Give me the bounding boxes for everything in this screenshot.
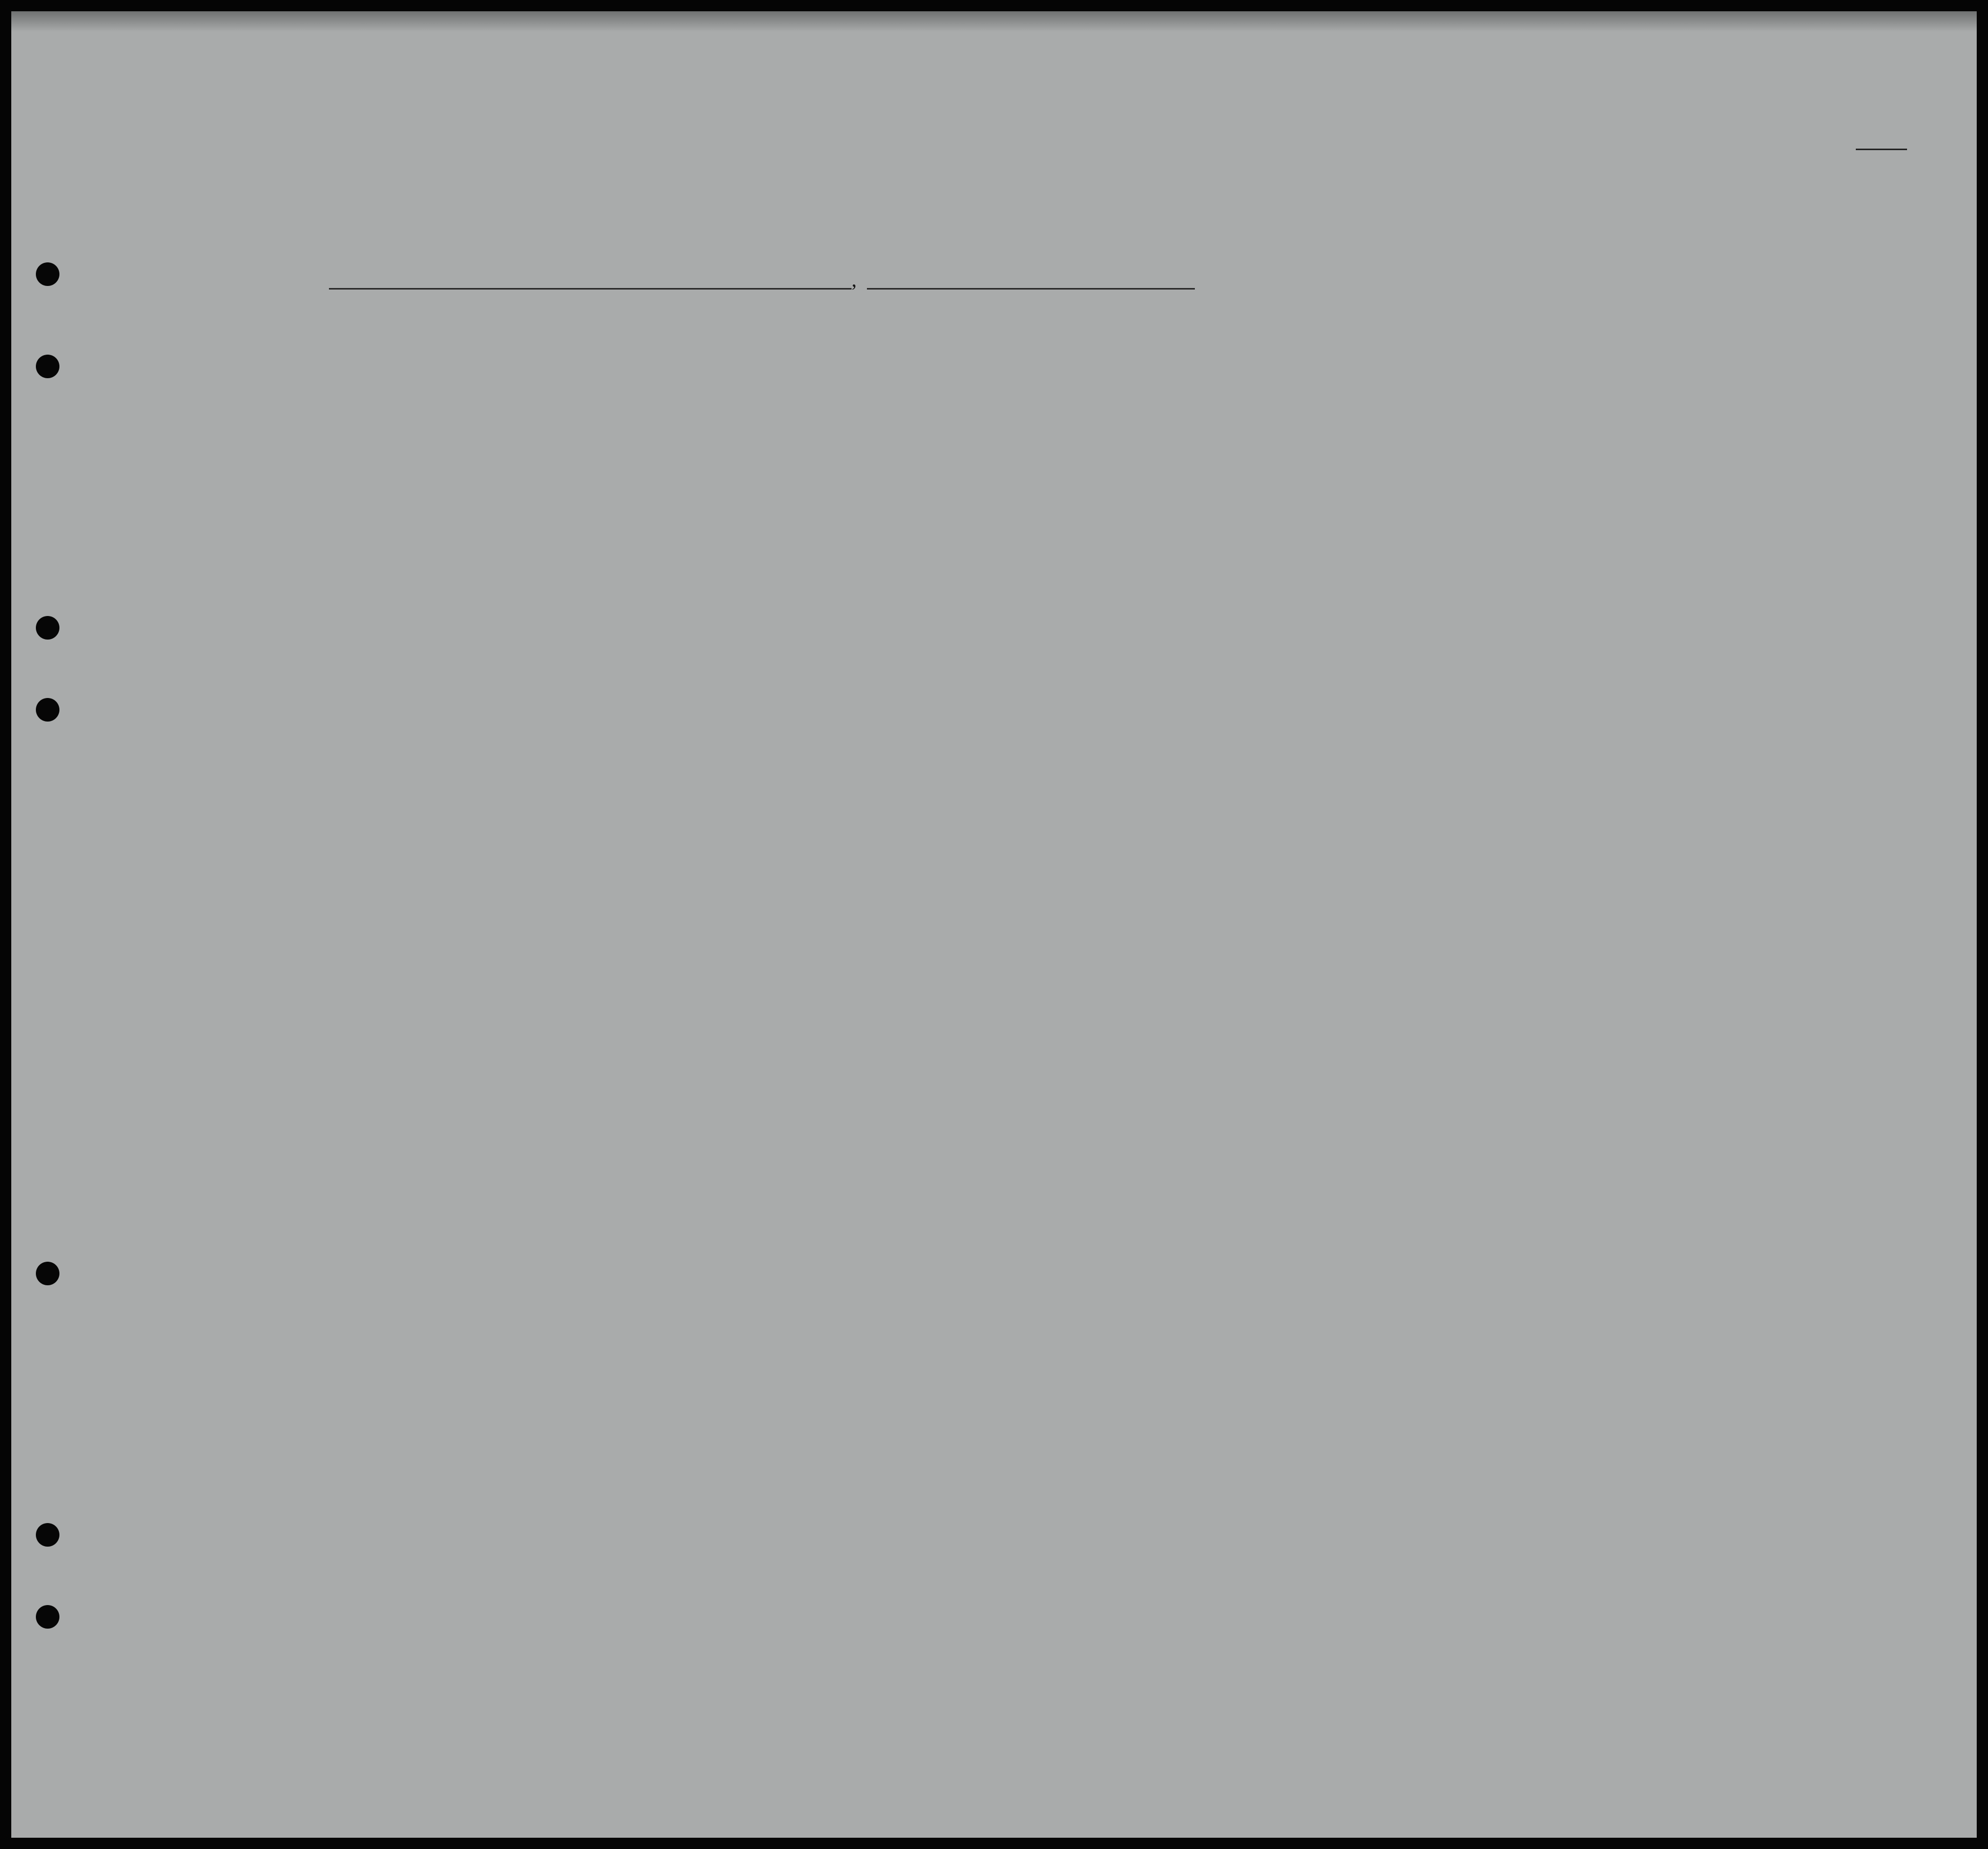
manifest-sheet	[11, 11, 1977, 1838]
manifest-grid	[11, 11, 1977, 1838]
comma: ,	[852, 268, 857, 291]
